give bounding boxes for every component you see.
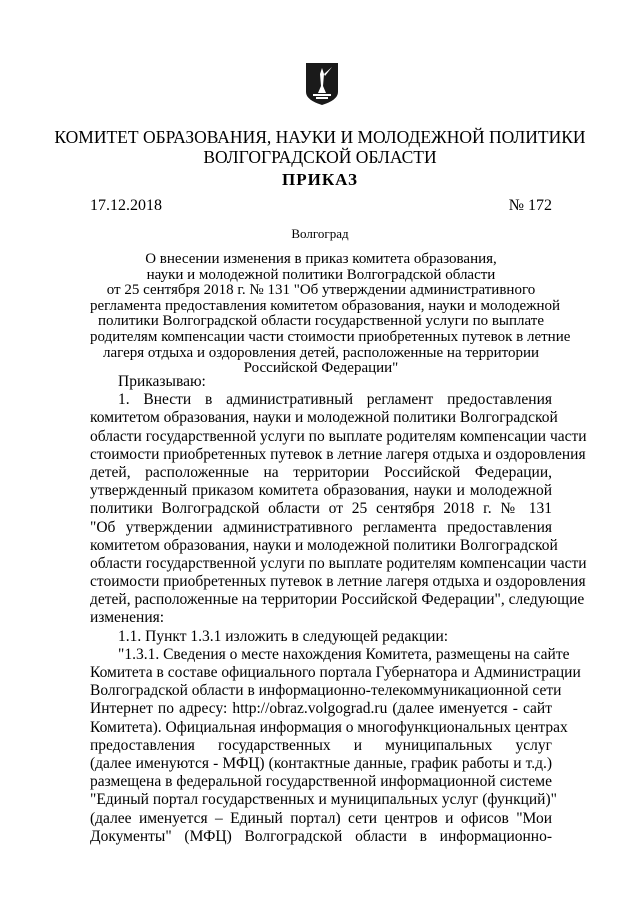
subject-line: от 25 сентября 2018 г. № 131 "Об утверждении административного <box>106 282 536 299</box>
body-line: Приказываю: <box>118 373 206 390</box>
document-city: Волгоград <box>291 226 349 241</box>
coat-of-arms-icon <box>305 62 339 106</box>
body-line: комитетом образования, науки и молодежной политики Волгоградской <box>90 409 558 427</box>
document-number: № 172 <box>508 197 552 214</box>
body-line: изменения: <box>90 609 165 627</box>
body-line: детей, расположенные на территории Российской Федерации, <box>90 463 552 481</box>
body-line: предоставления государственных и муниципальных услуг <box>90 736 552 754</box>
subject-line: регламента предоставления комитетом образования, науки и молодежной <box>90 297 561 314</box>
subject-line: лагеря отдыха и оздоровления детей, расположенные на территории <box>102 344 540 361</box>
body-line: 1. Внести в административный регламент предоставления <box>118 391 552 409</box>
body-line: области государственной услуги по выплате родителям компенсации части <box>90 427 587 445</box>
subject-line: Российской Федерации" <box>243 360 399 377</box>
committee-name-line-1: КОМИТЕТ ОБРАЗОВАНИЯ, НАУКИ И МОЛОДЕЖНОЙ ПОЛИТИКИ <box>54 127 586 147</box>
body-line: (далее именуется – Единый портал) сети центров и офисов "Мои <box>90 809 552 827</box>
body-line: Комитета в составе официального портала Губернатора и Администрации <box>90 664 581 681</box>
body-line: стоимости приобретенных путевок в летние лагеря отдыха и оздоровления <box>90 445 586 463</box>
body-line: Комитета). Официальная информация о многофункциональных центрах <box>90 718 568 736</box>
body-line: 1.1. Пункт 1.3.1 изложить в следующей редакции: <box>118 627 449 645</box>
body-line: политики Волгоградской области от 25 сентября 2018 г. № 131 <box>90 500 552 518</box>
body-line: "Об утверждении административного регламента предоставления <box>90 518 552 536</box>
body-line: Документы" (МФЦ) Волгоградской области в информационно- <box>90 827 552 845</box>
body-line: детей, расположенные на территории Российской Федерации", следующие <box>90 591 585 609</box>
document-subject <box>90 251 571 377</box>
committee-name-line-2: ВОЛГОГРАДСКОЙ ОБЛАСТИ <box>203 147 437 167</box>
body-line: области государственной услуги по выплате родителям компенсации части <box>90 554 587 572</box>
body-line: комитетом образования, науки и молодежной политики Волгоградской <box>90 536 558 554</box>
subject-line: О внесении изменения в приказ комитета образования, <box>145 251 497 267</box>
body-line: утвержденный приказом комитета образования, науки и молодежной <box>90 482 552 500</box>
subject-line: политики Волгоградской области государственной услуги по выплате <box>97 313 544 330</box>
document-type: ПРИКАЗ <box>282 170 358 189</box>
body-line: "Единый портал государственных и муниципальных услуг (функций)" <box>90 791 557 809</box>
body-line: (далее именуются - МФЦ) (контактные данные, график работы и т.д.) <box>90 754 552 772</box>
document-body <box>90 373 587 846</box>
subject-line: родителям компенсации части стоимости приобретенных путевок в летние <box>90 328 571 345</box>
body-line: Волгоградской области в информационно-телекоммуникационной сети <box>90 682 562 700</box>
body-line: стоимости приобретенных путевок в летние лагеря отдыха и оздоровления <box>90 573 586 591</box>
document-date: 17.12.2018 <box>90 197 162 214</box>
body-line: размещена в федеральной государственной информационной системе <box>90 773 552 791</box>
body-line: "1.3.1. Сведения о месте нахождения Комитета, размещены на сайте <box>118 645 570 663</box>
subject-line: науки и молодежной политики Волгоградской области <box>146 266 496 283</box>
body-line: Интернет по адресу: http://obraz.volgograd.ru (далее именуется - сайт <box>90 700 552 718</box>
